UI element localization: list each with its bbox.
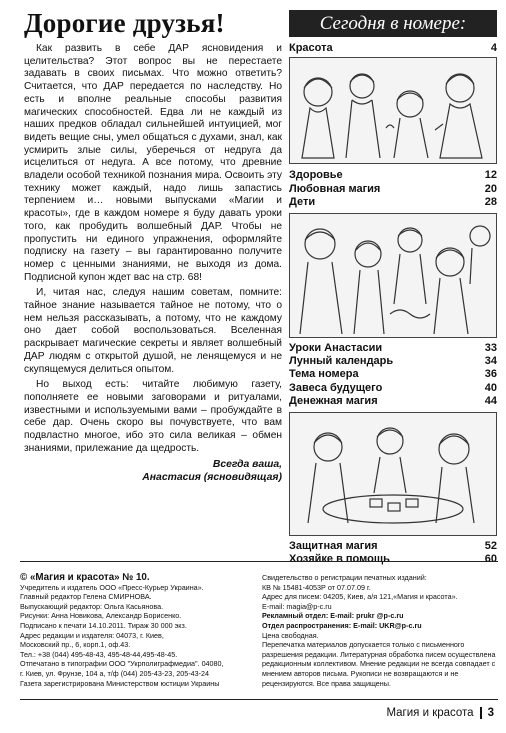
imprint-line: Свидетельство о регистрации печатных изданий: (262, 573, 427, 582)
cartoon-beauty-drawing (290, 58, 496, 163)
page-footer (386, 707, 494, 719)
imprint-line: Тел.: +38 (044) 495-48-43, 495-48-44,495-48-45. (20, 649, 178, 659)
imprint-left (20, 573, 248, 688)
imprint-line: Выпускающий редактор: Ольга Касьянова. (20, 601, 164, 611)
toc-entry-page: 40 (484, 381, 497, 394)
price-note: Цена свободная. (262, 630, 319, 640)
toc-entry (289, 395, 497, 408)
toc-group-4 (289, 540, 497, 567)
toc-entry-page: 44 (484, 395, 497, 408)
imprint-line: Адрес редакции и издателя: 04073, г. Киев, (20, 630, 164, 640)
letter-title: Дорогие друзья! (24, 8, 225, 38)
toc-entry (289, 42, 497, 55)
toc-entry (289, 196, 497, 209)
divider-top (20, 561, 498, 562)
imprint-line: Газета зарегистрирована Министерством юстиции Украины (20, 678, 220, 688)
toc-entry-page: 52 (484, 539, 497, 552)
toc-header: Сегодня в номере: (289, 10, 497, 37)
imprint-line: Адрес для писем: 04205, Киев, а/я 121,«Магия и красота». (262, 592, 458, 602)
toc-group-1 (289, 42, 497, 55)
toc-entry (289, 553, 497, 566)
imprint-line: КВ № 15481-4053Р от 07.07.09 г. (262, 582, 371, 592)
copyright-notice: Перепечатка материалов допускается только с письменного разрешения редакции. Литературная обработка писем осуществлена редакционным коллективом. Мнение редакции не всегда совпадает с мнением авторов письма. Рукописи не возвращаются и не рецензируются. Все права защищены. (262, 640, 496, 688)
toc-entry (289, 169, 497, 182)
imprint-right-lines (262, 573, 498, 611)
toc-entry-page: 12 (484, 169, 497, 182)
signature-greeting: Всегда ваша, (212, 458, 282, 470)
ads-email: Рекламный отдел: E-mail: prukr @p-c.ru (262, 611, 404, 621)
toc-entry-page: 34 (484, 355, 497, 368)
letter-signature (24, 458, 282, 484)
toc-entry-page: 4 (490, 42, 497, 54)
toc-entry-label: Красота (289, 42, 333, 54)
toc-entry (289, 183, 497, 196)
imprint-left-lines (20, 583, 248, 689)
imprint-line: Учредитель и издатель ООО «Пресс-Курьер Украина». (20, 582, 204, 592)
toc-group-2 (289, 169, 497, 209)
signature-name: Анастасия (ясновидящая) (142, 471, 282, 483)
toc-entry-page: 36 (484, 368, 497, 381)
imprint-line: Рисунки: Анна Новикова, Александр Борисенко. (20, 611, 182, 621)
toc-entry-page: 20 (484, 182, 497, 195)
imprint-title: © «Магия и красота» № 10. (20, 572, 150, 583)
toc-entry (289, 382, 497, 395)
table-of-contents (289, 10, 497, 566)
toc-entry-page: 33 (484, 341, 497, 354)
page-number: 3 (487, 707, 494, 720)
illustration-money (289, 412, 497, 536)
distribution-email: Отдел распространения: E-mail: UKR@p-c.ru (262, 620, 422, 630)
letter-paragraph-2: И, читая нас, следуя нашим советам, помните: тайное знание называется тайное не потому, что о нем нельзя рассказывать, а потому, что не каждому оно дает собой воспользоваться. Вселенная раскрывает магические секреты и являет волшебный ДАР людям с открытой душой, не ленящемуся и не скупящемуся делиться опытом. (24, 287, 282, 375)
imprint-right (262, 573, 498, 688)
letter-paragraph-3: Но выход есть: читайте любимую газету, пополняете ее новыми заговорами и ритуалами, известными и используемыми вами – пробуждайте в себе дар. Очень скоро вы почувствуете, что вам подвластно многое, ибо это сила великая – обмен знаниями, прилежание да щедрость. (24, 379, 282, 454)
toc-entry-label: Лунный календарь (289, 355, 394, 368)
toc-entry-label: Здоровье (289, 169, 343, 182)
illustration-lessons (289, 213, 497, 338)
letter-body (24, 43, 282, 456)
imprint-line: E-mail: magia@p-c.ru (262, 601, 332, 611)
cartoon-crowd-drawing (290, 214, 496, 337)
toc-entry-label: Денежная магия (289, 395, 378, 408)
footer-magazine-name: Магия и красота (386, 707, 474, 720)
toc-entry (289, 355, 497, 368)
editorial-letter (24, 8, 282, 484)
toc-entry-label: Хозяйке в помощь (289, 553, 390, 566)
toc-entry-page: 28 (484, 196, 497, 209)
toc-entry-label: Тема номера (289, 368, 359, 381)
toc-entry (289, 368, 497, 381)
toc-entry (289, 540, 497, 553)
toc-group-3 (289, 342, 497, 409)
imprint-line: Отпечатано в типографии ООО "Укрполиграфмедиа". 04080, (20, 659, 224, 669)
toc-entry-label: Уроки Анастасии (289, 341, 383, 354)
footer-separator (480, 707, 482, 719)
imprint-line: г. Киев, ул. Фрунзе, 104 а, т/ф (044) 205-43-23, 205-43-24 (20, 668, 210, 678)
imprint-line: Московский пр., 6, корп.1, оф.43. (20, 640, 131, 650)
toc-entry-label: Завеса будущего (289, 381, 383, 394)
toc-entry (289, 342, 497, 355)
illustration-beauty (289, 57, 497, 164)
toc-entry-page: 60 (484, 553, 497, 566)
imprint-line: Главный редактор Гелена СМИРНОВА. (20, 592, 152, 602)
letter-paragraph-1: Как развить в себе ДАР ясновидения и целительства? Этот вопрос вы не перестаете задавать в своих письмах. Что можно ответить? Считается, что ДАР передается по наследству. Но есть и вполне реальные способы развития магических способностей. Едва ли не каждый из наших предков обладал сильнейшей интуицией, мог видеть вещие сны, умел общаться с духами, знал, как усмирить злые силы, уберечься от недруга да исцелиться от недуга. А все потому, что древние владели особой техникой познания мира. Освоить эту технику может каждый, надо лишь запастись терпением и… новыми выпусками «Магии и красоты», где в каждом номере я буду давать уроки того, как пробудить волшебный ДАР. Чтобы не пропустить ни единого упражнения, оформляйте подписку на газету – вы гарантированно получите номер с ценными знаниями, не выходя из дома. Подписной купон ждет вас на стр. 68! (24, 43, 282, 283)
imprint-line: Подписано к печати 14.10.2011. Тираж 30 000 экз. (20, 620, 187, 630)
divider-bottom (20, 699, 498, 700)
cartoon-card-game-drawing (290, 413, 496, 535)
toc-entry-label: Любовная магия (289, 182, 381, 195)
toc-entry-label: Дети (289, 196, 316, 209)
toc-entry-label: Защитная магия (289, 539, 378, 552)
